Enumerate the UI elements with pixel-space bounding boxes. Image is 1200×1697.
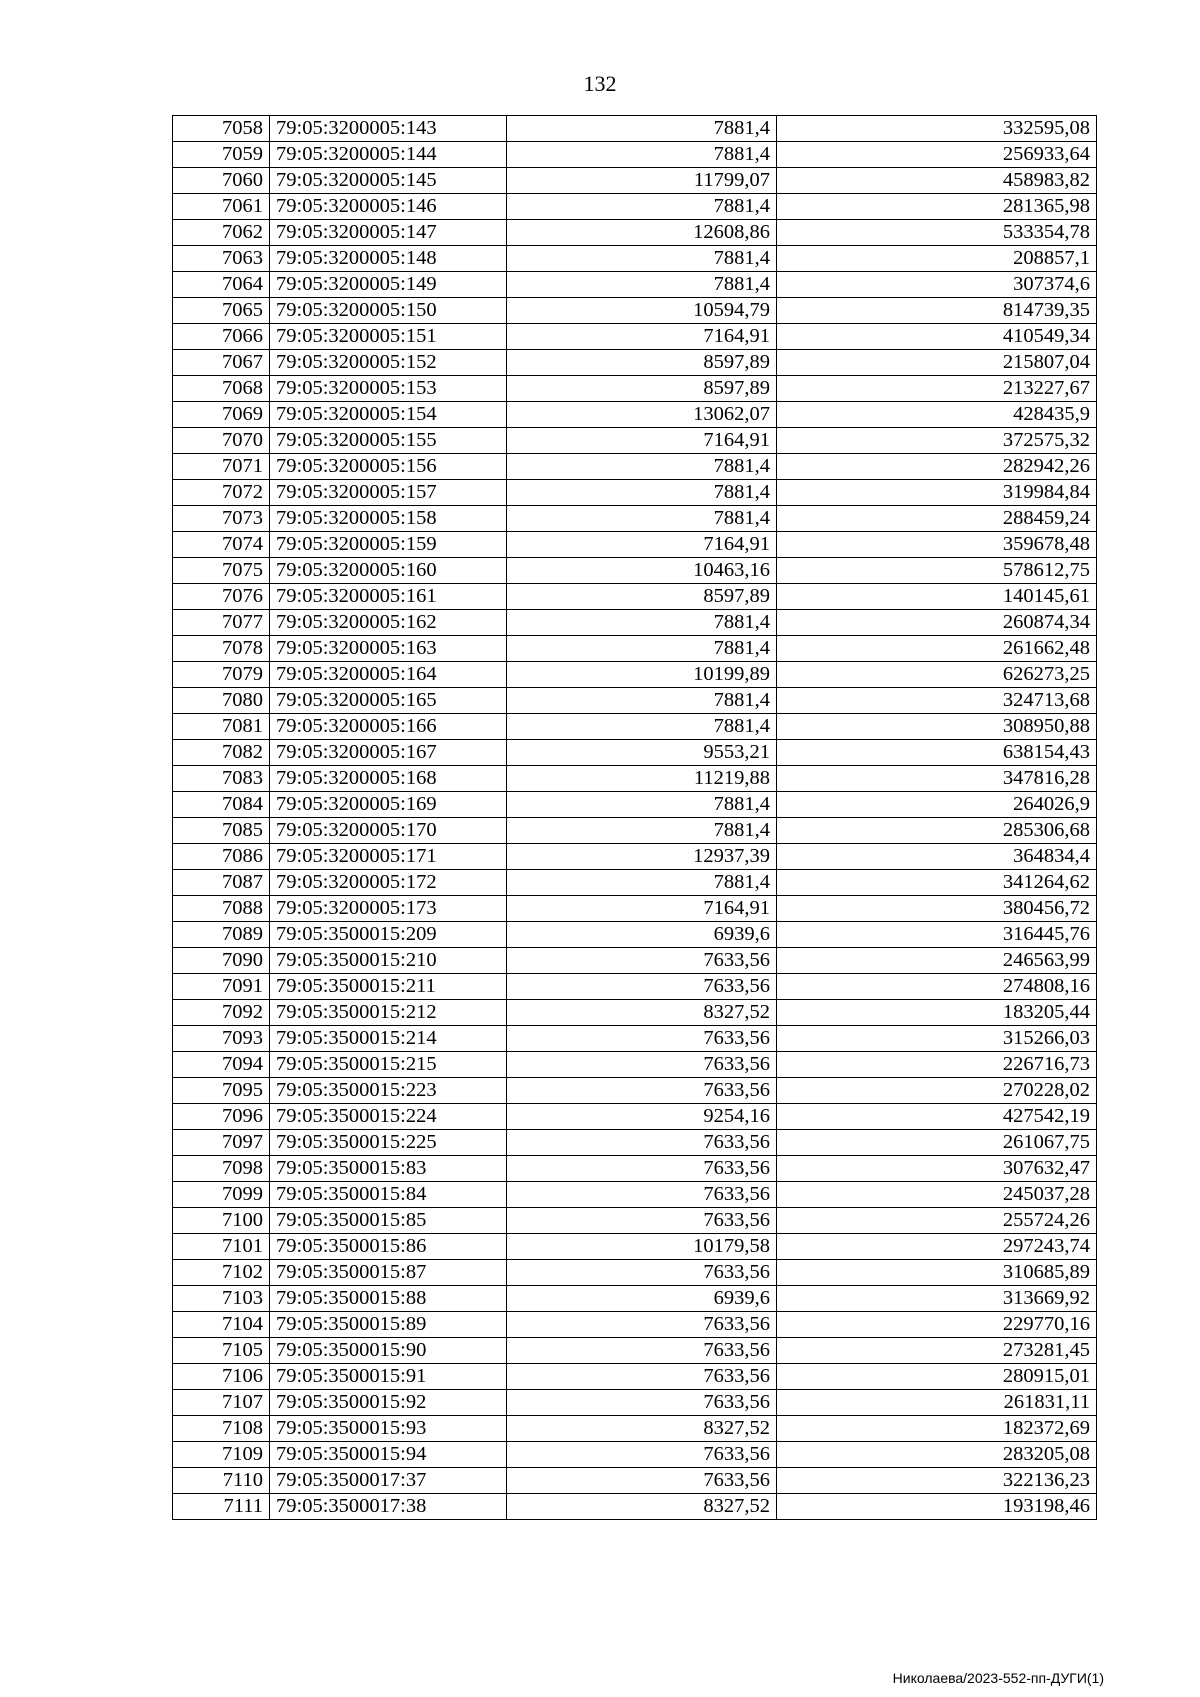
table-row (173, 376, 1097, 402)
value-cell: 307632,47 (777, 1156, 1097, 1182)
cadastral-number-cell: 79:05:3200005:161 (270, 584, 507, 610)
value-cell: 310685,89 (777, 1260, 1097, 1286)
value-cell: 274808,16 (777, 974, 1097, 1000)
value-cell: 410549,34 (777, 324, 1097, 350)
row-number-cell: 7107 (173, 1390, 270, 1416)
row-number-cell: 7063 (173, 246, 270, 272)
area-cell: 7881,4 (507, 272, 777, 298)
table-row (173, 324, 1097, 350)
area-cell: 7881,4 (507, 688, 777, 714)
table-row (173, 220, 1097, 246)
area-cell: 7881,4 (507, 610, 777, 636)
cadastral-number-cell: 79:05:3500015:215 (270, 1052, 507, 1078)
area-cell: 11799,07 (507, 168, 777, 194)
row-number-cell: 7089 (173, 922, 270, 948)
value-cell: 270228,02 (777, 1078, 1097, 1104)
value-cell: 140145,61 (777, 584, 1097, 610)
cadastral-number-cell: 79:05:3500015:214 (270, 1026, 507, 1052)
table-row (173, 1026, 1097, 1052)
area-cell: 7633,56 (507, 1130, 777, 1156)
table-row (173, 1182, 1097, 1208)
row-number-cell: 7104 (173, 1312, 270, 1338)
table-row (173, 974, 1097, 1000)
value-cell: 260874,34 (777, 610, 1097, 636)
value-cell: 322136,23 (777, 1468, 1097, 1494)
table-row (173, 1156, 1097, 1182)
row-number-cell: 7061 (173, 194, 270, 220)
table-row (173, 142, 1097, 168)
table-row (173, 1416, 1097, 1442)
area-cell: 10199,89 (507, 662, 777, 688)
area-cell: 8327,52 (507, 1416, 777, 1442)
cadastral-number-cell: 79:05:3500015:225 (270, 1130, 507, 1156)
value-cell: 458983,82 (777, 168, 1097, 194)
table-row (173, 1208, 1097, 1234)
table-row (173, 1052, 1097, 1078)
value-cell: 261831,11 (777, 1390, 1097, 1416)
table-row (173, 350, 1097, 376)
cadastral-number-cell: 79:05:3200005:147 (270, 220, 507, 246)
area-cell: 7633,56 (507, 1052, 777, 1078)
area-cell: 7164,91 (507, 324, 777, 350)
table-row (173, 1390, 1097, 1416)
table-row (173, 298, 1097, 324)
area-cell: 9254,16 (507, 1104, 777, 1130)
row-number-cell: 7078 (173, 636, 270, 662)
cadastral-number-cell: 79:05:3500015:83 (270, 1156, 507, 1182)
cadastral-number-cell: 79:05:3500015:88 (270, 1286, 507, 1312)
table-row (173, 168, 1097, 194)
cadastral-number-cell: 79:05:3200005:168 (270, 766, 507, 792)
page-number: 132 (583, 71, 617, 96)
area-cell: 7881,4 (507, 870, 777, 896)
table-row (173, 558, 1097, 584)
cadastral-number-cell: 79:05:3200005:143 (270, 116, 507, 142)
area-cell: 7633,56 (507, 1364, 777, 1390)
area-cell: 7633,56 (507, 1442, 777, 1468)
row-number-cell: 7082 (173, 740, 270, 766)
cadastral-number-cell: 79:05:3500015:210 (270, 948, 507, 974)
table-row (173, 896, 1097, 922)
row-number-cell: 7070 (173, 428, 270, 454)
cadastral-number-cell: 79:05:3500015:91 (270, 1364, 507, 1390)
table-row (173, 688, 1097, 714)
cadastral-number-cell: 79:05:3200005:156 (270, 454, 507, 480)
row-number-cell: 7067 (173, 350, 270, 376)
area-cell: 8597,89 (507, 584, 777, 610)
cadastral-number-cell: 79:05:3500015:85 (270, 1208, 507, 1234)
row-number-cell: 7098 (173, 1156, 270, 1182)
cadastral-number-cell: 79:05:3200005:172 (270, 870, 507, 896)
value-cell: 315266,03 (777, 1026, 1097, 1052)
area-cell: 7633,56 (507, 1312, 777, 1338)
value-cell: 255724,26 (777, 1208, 1097, 1234)
cadastral-number-cell: 79:05:3500015:92 (270, 1390, 507, 1416)
cadastral-number-cell: 79:05:3500017:37 (270, 1468, 507, 1494)
area-cell: 7164,91 (507, 428, 777, 454)
cadastral-number-cell: 79:05:3200005:151 (270, 324, 507, 350)
table-row (173, 766, 1097, 792)
row-number-cell: 7060 (173, 168, 270, 194)
table-row (173, 1338, 1097, 1364)
value-cell: 193198,46 (777, 1494, 1097, 1520)
table-row (173, 116, 1097, 142)
table-row (173, 792, 1097, 818)
cadastral-number-cell: 79:05:3200005:153 (270, 376, 507, 402)
table-row (173, 636, 1097, 662)
footer-reference: Николаева/2023-552-пп-ДУГИ(1) (892, 1670, 1104, 1686)
cadastral-number-cell: 79:05:3500015:224 (270, 1104, 507, 1130)
row-number-cell: 7077 (173, 610, 270, 636)
value-cell: 307374,6 (777, 272, 1097, 298)
row-number-cell: 7068 (173, 376, 270, 402)
value-cell: 281365,98 (777, 194, 1097, 220)
table-row (173, 1468, 1097, 1494)
row-number-cell: 7088 (173, 896, 270, 922)
row-number-cell: 7106 (173, 1364, 270, 1390)
cadastral-number-cell: 79:05:3500015:86 (270, 1234, 507, 1260)
row-number-cell: 7095 (173, 1078, 270, 1104)
row-number-cell: 7071 (173, 454, 270, 480)
area-cell: 13062,07 (507, 402, 777, 428)
cadastral-number-cell: 79:05:3200005:164 (270, 662, 507, 688)
row-number-cell: 7076 (173, 584, 270, 610)
row-number-cell: 7059 (173, 142, 270, 168)
value-cell: 182372,69 (777, 1416, 1097, 1442)
cadastral-number-cell: 79:05:3500015:87 (270, 1260, 507, 1286)
value-cell: 324713,68 (777, 688, 1097, 714)
table-row (173, 246, 1097, 272)
value-cell: 578612,75 (777, 558, 1097, 584)
cadastral-number-cell: 79:05:3200005:160 (270, 558, 507, 584)
area-cell: 8327,52 (507, 1000, 777, 1026)
cadastral-number-cell: 79:05:3500015:94 (270, 1442, 507, 1468)
cadastral-number-cell: 79:05:3500015:212 (270, 1000, 507, 1026)
table-body (173, 116, 1097, 1520)
cadastral-number-cell: 79:05:3200005:152 (270, 350, 507, 376)
value-cell: 341264,62 (777, 870, 1097, 896)
table-row (173, 194, 1097, 220)
row-number-cell: 7100 (173, 1208, 270, 1234)
cadastral-number-cell: 79:05:3500015:223 (270, 1078, 507, 1104)
row-number-cell: 7091 (173, 974, 270, 1000)
cadastral-number-cell: 79:05:3200005:146 (270, 194, 507, 220)
value-cell: 229770,16 (777, 1312, 1097, 1338)
row-number-cell: 7062 (173, 220, 270, 246)
table-row (173, 1078, 1097, 1104)
cadastral-number-cell: 79:05:3500015:89 (270, 1312, 507, 1338)
row-number-cell: 7064 (173, 272, 270, 298)
cadastral-number-cell: 79:05:3500015:93 (270, 1416, 507, 1442)
area-cell: 7881,4 (507, 818, 777, 844)
value-cell: 347816,28 (777, 766, 1097, 792)
table-row (173, 714, 1097, 740)
area-cell: 7881,4 (507, 116, 777, 142)
row-number-cell: 7105 (173, 1338, 270, 1364)
value-cell: 313669,92 (777, 1286, 1097, 1312)
area-cell: 7633,56 (507, 948, 777, 974)
area-cell: 8597,89 (507, 350, 777, 376)
table-row (173, 506, 1097, 532)
row-number-cell: 7073 (173, 506, 270, 532)
row-number-cell: 7111 (173, 1494, 270, 1520)
table-row (173, 948, 1097, 974)
area-cell: 10463,16 (507, 558, 777, 584)
cadastral-number-cell: 79:05:3200005:157 (270, 480, 507, 506)
row-number-cell: 7069 (173, 402, 270, 428)
value-cell: 245037,28 (777, 1182, 1097, 1208)
area-cell: 7881,4 (507, 714, 777, 740)
table-row (173, 402, 1097, 428)
area-cell: 9553,21 (507, 740, 777, 766)
table-row (173, 1364, 1097, 1390)
area-cell: 7164,91 (507, 532, 777, 558)
table-row (173, 740, 1097, 766)
row-number-cell: 7094 (173, 1052, 270, 1078)
value-cell: 380456,72 (777, 896, 1097, 922)
value-cell: 359678,48 (777, 532, 1097, 558)
cadastral-number-cell: 79:05:3200005:149 (270, 272, 507, 298)
area-cell: 8327,52 (507, 1494, 777, 1520)
cadastral-number-cell: 79:05:3500017:38 (270, 1494, 507, 1520)
cadastral-number-cell: 79:05:3500015:209 (270, 922, 507, 948)
table-row (173, 1312, 1097, 1338)
area-cell: 7633,56 (507, 1468, 777, 1494)
cadastral-number-cell: 79:05:3200005:163 (270, 636, 507, 662)
row-number-cell: 7065 (173, 298, 270, 324)
area-cell: 6939,6 (507, 922, 777, 948)
value-cell: 364834,4 (777, 844, 1097, 870)
row-number-cell: 7081 (173, 714, 270, 740)
value-cell: 638154,43 (777, 740, 1097, 766)
cadastral-number-cell: 79:05:3200005:165 (270, 688, 507, 714)
row-number-cell: 7102 (173, 1260, 270, 1286)
area-cell: 7881,4 (507, 246, 777, 272)
row-number-cell: 7090 (173, 948, 270, 974)
cadastral-number-cell: 79:05:3200005:155 (270, 428, 507, 454)
value-cell: 332595,08 (777, 116, 1097, 142)
table-row (173, 610, 1097, 636)
table-row (173, 844, 1097, 870)
value-cell: 316445,76 (777, 922, 1097, 948)
row-number-cell: 7079 (173, 662, 270, 688)
area-cell: 12937,39 (507, 844, 777, 870)
table-row (173, 662, 1097, 688)
table-row (173, 1130, 1097, 1156)
value-cell: 273281,45 (777, 1338, 1097, 1364)
row-number-cell: 7109 (173, 1442, 270, 1468)
area-cell: 7633,56 (507, 1208, 777, 1234)
row-number-cell: 7085 (173, 818, 270, 844)
table-row (173, 1286, 1097, 1312)
value-cell: 308950,88 (777, 714, 1097, 740)
value-cell: 285306,68 (777, 818, 1097, 844)
table-row (173, 1494, 1097, 1520)
value-cell: 427542,19 (777, 1104, 1097, 1130)
table-row (173, 480, 1097, 506)
table-row (173, 1000, 1097, 1026)
area-cell: 12608,86 (507, 220, 777, 246)
value-cell: 626273,25 (777, 662, 1097, 688)
area-cell: 7633,56 (507, 974, 777, 1000)
cadastral-number-cell: 79:05:3200005:162 (270, 610, 507, 636)
cadastral-number-cell: 79:05:3200005:173 (270, 896, 507, 922)
table-row (173, 532, 1097, 558)
area-cell: 7881,4 (507, 792, 777, 818)
cadastral-number-cell: 79:05:3200005:169 (270, 792, 507, 818)
area-cell: 6939,6 (507, 1286, 777, 1312)
cadastral-number-cell: 79:05:3200005:144 (270, 142, 507, 168)
area-cell: 7633,56 (507, 1078, 777, 1104)
cadastral-number-cell: 79:05:3200005:154 (270, 402, 507, 428)
value-cell: 319984,84 (777, 480, 1097, 506)
value-cell: 215807,04 (777, 350, 1097, 376)
area-cell: 7633,56 (507, 1338, 777, 1364)
table-row (173, 922, 1097, 948)
value-cell: 264026,9 (777, 792, 1097, 818)
row-number-cell: 7093 (173, 1026, 270, 1052)
row-number-cell: 7066 (173, 324, 270, 350)
cadastral-number-cell: 79:05:3200005:150 (270, 298, 507, 324)
value-cell: 246563,99 (777, 948, 1097, 974)
data-table (172, 115, 1097, 1520)
area-cell: 7881,4 (507, 480, 777, 506)
row-number-cell: 7096 (173, 1104, 270, 1130)
cadastral-number-cell: 79:05:3200005:158 (270, 506, 507, 532)
value-cell: 428435,9 (777, 402, 1097, 428)
cadastral-number-cell: 79:05:3200005:166 (270, 714, 507, 740)
area-cell: 7633,56 (507, 1026, 777, 1052)
value-cell: 226716,73 (777, 1052, 1097, 1078)
area-cell: 10179,58 (507, 1234, 777, 1260)
row-number-cell: 7092 (173, 1000, 270, 1026)
value-cell: 372575,32 (777, 428, 1097, 454)
row-number-cell: 7110 (173, 1468, 270, 1494)
area-cell: 7633,56 (507, 1156, 777, 1182)
table-row (173, 1104, 1097, 1130)
area-cell: 7881,4 (507, 194, 777, 220)
row-number-cell: 7087 (173, 870, 270, 896)
value-cell: 261067,75 (777, 1130, 1097, 1156)
area-cell: 7881,4 (507, 142, 777, 168)
row-number-cell: 7072 (173, 480, 270, 506)
area-cell: 7633,56 (507, 1390, 777, 1416)
cadastral-number-cell: 79:05:3500015:211 (270, 974, 507, 1000)
cadastral-number-cell: 79:05:3200005:159 (270, 532, 507, 558)
area-cell: 11219,88 (507, 766, 777, 792)
value-cell: 213227,67 (777, 376, 1097, 402)
cadastral-number-cell: 79:05:3200005:145 (270, 168, 507, 194)
row-number-cell: 7083 (173, 766, 270, 792)
value-cell: 208857,1 (777, 246, 1097, 272)
row-number-cell: 7084 (173, 792, 270, 818)
table-row (173, 1260, 1097, 1286)
value-cell: 256933,64 (777, 142, 1097, 168)
area-cell: 7881,4 (507, 506, 777, 532)
cadastral-number-cell: 79:05:3200005:167 (270, 740, 507, 766)
value-cell: 280915,01 (777, 1364, 1097, 1390)
row-number-cell: 7058 (173, 116, 270, 142)
cadastral-number-cell: 79:05:3200005:171 (270, 844, 507, 870)
value-cell: 288459,24 (777, 506, 1097, 532)
area-cell: 8597,89 (507, 376, 777, 402)
value-cell: 814739,35 (777, 298, 1097, 324)
area-cell: 10594,79 (507, 298, 777, 324)
value-cell: 533354,78 (777, 220, 1097, 246)
row-number-cell: 7103 (173, 1286, 270, 1312)
area-cell: 7164,91 (507, 896, 777, 922)
value-cell: 183205,44 (777, 1000, 1097, 1026)
row-number-cell: 7074 (173, 532, 270, 558)
cadastral-number-cell: 79:05:3200005:170 (270, 818, 507, 844)
table-row (173, 1442, 1097, 1468)
table-row (173, 1234, 1097, 1260)
value-cell: 283205,08 (777, 1442, 1097, 1468)
table-row (173, 818, 1097, 844)
row-number-cell: 7097 (173, 1130, 270, 1156)
table-row (173, 272, 1097, 298)
row-number-cell: 7101 (173, 1234, 270, 1260)
area-cell: 7881,4 (507, 636, 777, 662)
value-cell: 282942,26 (777, 454, 1097, 480)
cadastral-number-cell: 79:05:3200005:148 (270, 246, 507, 272)
table-row (173, 428, 1097, 454)
row-number-cell: 7108 (173, 1416, 270, 1442)
value-cell: 297243,74 (777, 1234, 1097, 1260)
area-cell: 7633,56 (507, 1260, 777, 1286)
cadastral-number-cell: 79:05:3500015:84 (270, 1182, 507, 1208)
row-number-cell: 7075 (173, 558, 270, 584)
row-number-cell: 7086 (173, 844, 270, 870)
table-row (173, 870, 1097, 896)
area-cell: 7881,4 (507, 454, 777, 480)
row-number-cell: 7099 (173, 1182, 270, 1208)
cadastral-number-cell: 79:05:3500015:90 (270, 1338, 507, 1364)
value-cell: 261662,48 (777, 636, 1097, 662)
row-number-cell: 7080 (173, 688, 270, 714)
table-row (173, 584, 1097, 610)
area-cell: 7633,56 (507, 1182, 777, 1208)
table-row (173, 454, 1097, 480)
